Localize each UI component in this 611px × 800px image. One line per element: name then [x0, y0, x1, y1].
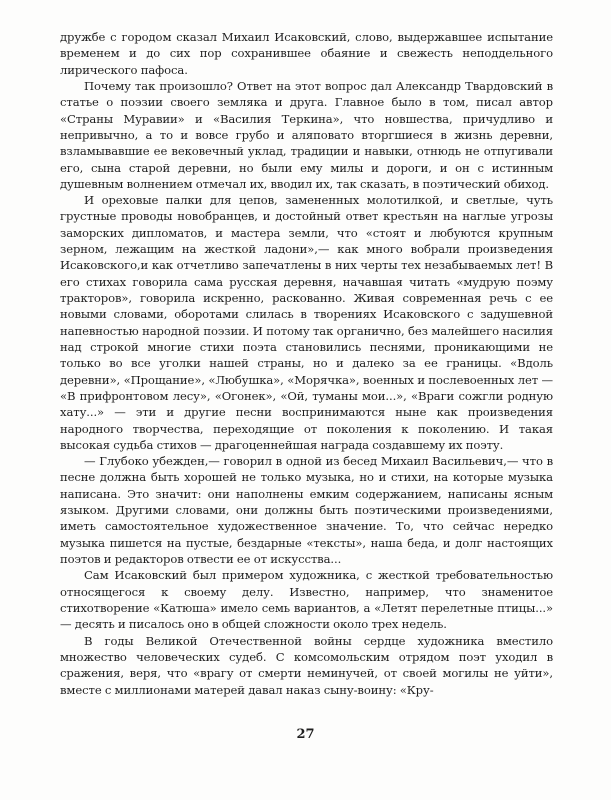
paragraph-quote: — Глубоко убежден,— говорил в одной из бесед Михаил Васильевич,— что в песне должна быть хорошей не только музыка, но и стихи, на которые музыка написана. Это значит: они наполнены емким содержанием, написаны ясным языком. Другими словами, они должны быть поэтическими произведениями, иметь самостоятельное художественное значение. То, что сейчас нередко музыка пишется на пустые, бездарные «тексты», наша беда, и долг настоящих поэтов и редакторов отвести ее от искусства...	[60, 454, 553, 566]
paragraph-katyusha: Сам Исаковский был примером художника, с жесткой требовательностью относящегося к своему делу. Известно, например, что знаменитое стихотворение «Катюша» имело семь вариантов, а «Летят перелетные птицы...» — десять и писалось оно в общей сложности около трех недель.	[60, 568, 553, 632]
page-number: 27	[296, 727, 315, 742]
paragraph-village: И ореховые палки для цепов, замененных молотилкой, и светлые, чуть грустные проводы новобранцев, и достойный ответ крестьян на наглые угрозы заморских дипломатов, и мастера земли, что «стоят и любуются крупным зерном, лежащим на жесткой ладони»,— как много вобрали произведения Исаковского,и как отчетливо запечатлены в них черты тех незабываемых лет! В его стихах говорила сама русская деревня, начавшая читать «мудрую поэму тракторов», говорила искренно, раскованно. Живая современная речь с ее новыми словами, оборотами слилась в творениях Исаковского с задушевной напевностью народной поэзии. И потому так органично, без малейшего насилия над строкой многие стихи поэта становились песнями, проникающими не только во все уголки нашей страны, но и далеко за ее границы. «Вдоль деревни», «Прощание», «Любушка», «Морячка», военных и послевоенных лет — «В прифронтовом лесу», «Огонек», «Ой, туманы мои...», «Враги сожгли родную хату...» — эти и другие песни воспринимаются ныне как произведения народного творчества, переходящие от поколения к поколению. И такая высокая судьба стихов — драгоценнейшая награда создавшему их поэту.	[60, 193, 553, 452]
paragraph-war-years: В годы Великой Отечественной войны сердце художника вместило множество человеческих судеб. С комсомольским отрядом поэт уходил в сражения, веря, что «врагу от смерти неминучей, от своей могилы не уйти», вместе с миллионами матерей давал наказ сыну-воину: «Кру-	[60, 633, 553, 697]
body-text	[60, 29, 553, 698]
paragraph-continuation: дружбе с городом сказал Михаил Исаковский, слово, выдержавшее испытание временем и до сих пор сохранившее обаяние и свежесть неподдельного лирического пафоса.	[60, 30, 553, 77]
paragraph-tvardovsky: Почему так произошло? Ответ на этот вопрос дал Александр Твардовский в статье о поэзии своего земляка и друга. Главное было в том, писал автор «Страны Муравии» и «Василия Теркина», что новшества, причудливо и непривычно, а то и вовсе грубо и аляповато вторгшиеся в жизнь деревни, взламывавшие ее вековечный уклад, традиции и навыки, отнюдь не отпугивали его, сына старой деревни, но были ему милы и дороги, и он с истинным душевным волнением отмечал их, вводил их, так сказать, в поэтический обиход.	[60, 78, 553, 191]
